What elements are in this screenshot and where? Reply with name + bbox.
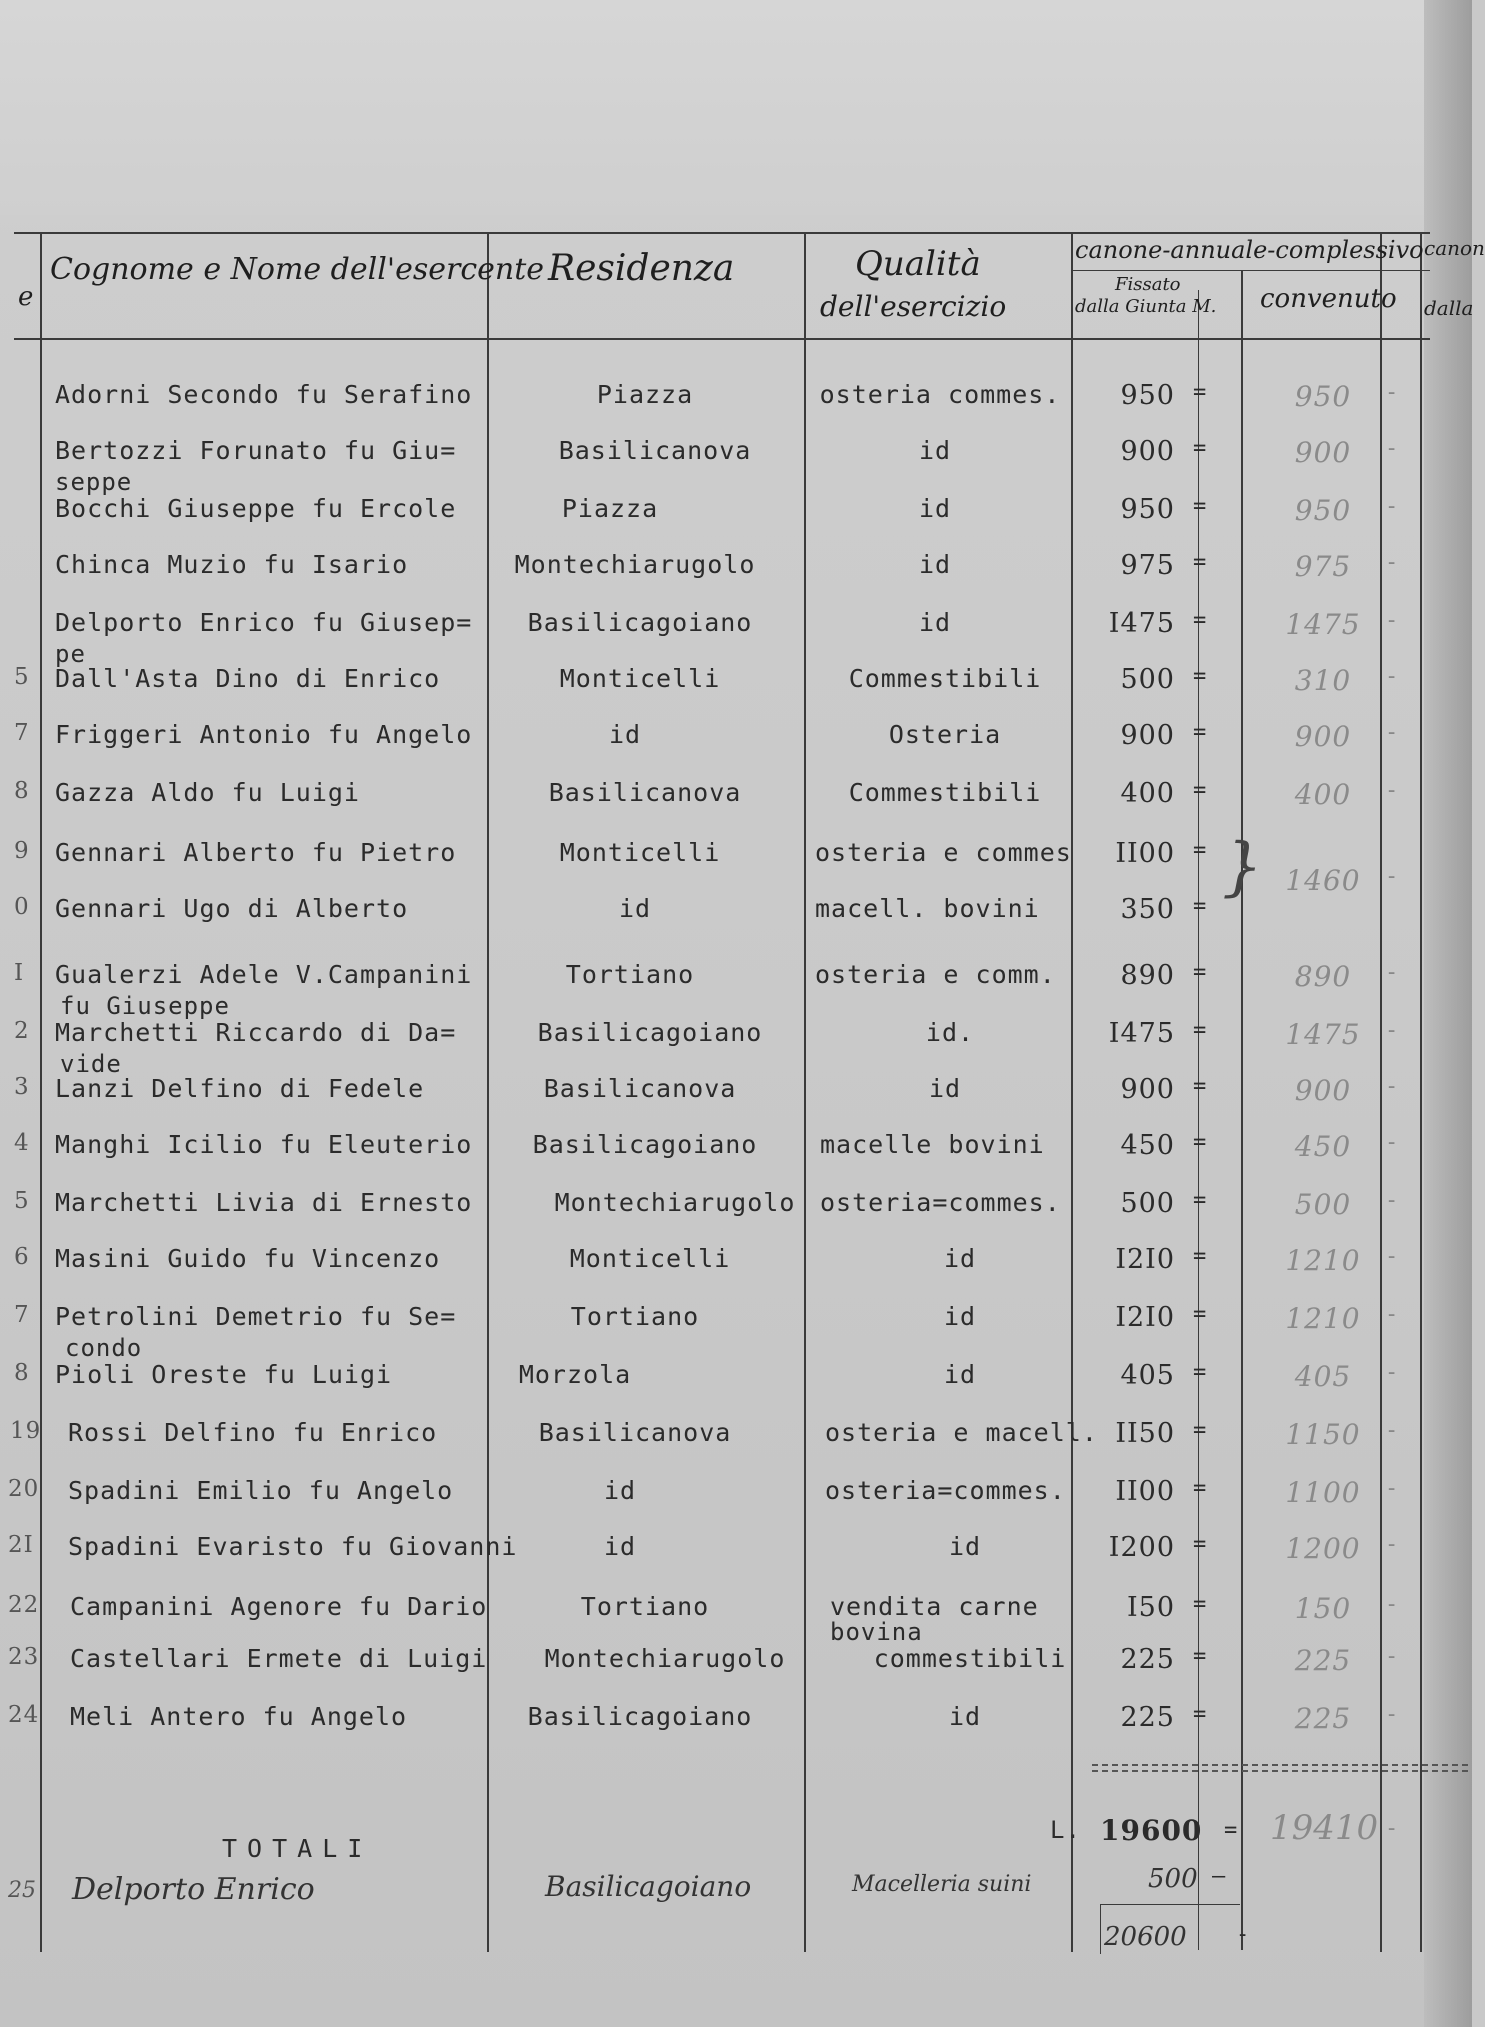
fixed-amount: II00 (1115, 838, 1175, 869)
equals-mark: = (1193, 1018, 1208, 1043)
esercente-name: Castellari Ermete di Luigi (70, 1644, 488, 1673)
name-continuation: pe (55, 640, 86, 668)
row-number: 23 (8, 1644, 40, 1670)
residence: Monticelli (559, 664, 721, 693)
table-row (0, 1244, 1472, 1300)
agreed-amount: 1210 (1285, 1244, 1361, 1277)
dash-mark: - (1385, 1130, 1400, 1155)
agreed-amount: 1475 (1285, 608, 1361, 641)
fixed-amount: 405 (1120, 1360, 1175, 1391)
esercente-name: Petrolini Demetrio fu Se= (55, 1302, 457, 1331)
canone-subheader-rule (1073, 270, 1430, 271)
residence: Montechiarugolo (554, 1188, 796, 1217)
agreed-amount: 405 (1294, 1360, 1352, 1393)
esercente-name: Marchetti Riccardo di Da= (55, 1018, 457, 1047)
quality: osteria e comm. (815, 960, 1056, 989)
residence: Monticelli (559, 838, 721, 867)
dash-mark: - (1385, 778, 1400, 803)
row-number: 9 (14, 838, 30, 864)
row-number: 2I (8, 1532, 34, 1558)
equals-mark: = (1193, 1130, 1208, 1155)
table-row (0, 1188, 1472, 1244)
agreed-amount: 975 (1294, 550, 1352, 583)
residence: Tortiano (565, 960, 695, 989)
agreed-amount: 225 (1294, 1702, 1352, 1735)
quality: Commestibili (848, 664, 1042, 693)
residence-header: Residenza (548, 248, 735, 289)
quality: Commestibili (848, 778, 1042, 807)
name-continuation: fu Giuseppe (60, 992, 230, 1020)
residence: id (608, 720, 642, 749)
quality: id (943, 1302, 977, 1331)
residence: Tortiano (580, 1592, 710, 1621)
esercente-name: Meli Antero fu Angelo (70, 1702, 408, 1731)
equals-mark: = (1224, 1818, 1239, 1843)
residence: Basilicagoiano (532, 1130, 758, 1159)
fixed-amount: 950 (1120, 380, 1175, 411)
fixed-amount: 500 (1120, 664, 1175, 695)
equals-mark: = (1193, 380, 1208, 405)
row-number: 8 (14, 778, 30, 804)
row-number: 5 (14, 1188, 30, 1214)
equals-mark: = (1193, 1302, 1208, 1327)
fixed-amount: 900 (1120, 720, 1175, 751)
dash-mark: - (1385, 550, 1400, 575)
quality: macelle bovini (820, 1130, 1045, 1159)
name-continuation: condo (65, 1334, 143, 1362)
handwritten-amount: 500 (1148, 1864, 1198, 1894)
fixed-amount: I200 (1108, 1532, 1175, 1563)
row-number: 2 (14, 1018, 30, 1044)
equals-mark: = (1193, 1532, 1208, 1557)
equals-mark: = (1193, 1476, 1208, 1501)
table-row (0, 1418, 1472, 1474)
brace-mark: } (1222, 830, 1263, 904)
dash-mark: - (1385, 380, 1400, 405)
quality-header-line1: Qualità (855, 244, 981, 284)
fixed-amount: 400 (1120, 778, 1175, 809)
esercente-name: Lanzi Delfino di Fedele (55, 1074, 425, 1103)
residence: Piazza (561, 494, 659, 523)
table-row (0, 550, 1472, 606)
dash-mark: - (1385, 1188, 1400, 1213)
quality: id (928, 1074, 962, 1103)
esercente-name: Gazza Aldo fu Luigi (55, 778, 360, 807)
row-number: 5 (14, 664, 30, 690)
table-row (0, 1360, 1472, 1416)
agreed-amount: 450 (1294, 1130, 1352, 1163)
name-continuation: seppe (55, 468, 133, 496)
equals-mark: = (1193, 494, 1208, 519)
table-row (0, 1592, 1472, 1648)
equals-mark: = (1193, 1360, 1208, 1385)
dash-mark: - (1385, 960, 1400, 985)
fissato-header-line1: Fissato (1115, 274, 1181, 295)
esercente-name: Spadini Emilio fu Angelo (68, 1476, 454, 1505)
agreed-amount: 400 (1294, 778, 1352, 811)
totals-rule (1092, 1764, 1468, 1766)
agreed-amount: 950 (1294, 494, 1352, 527)
esercente-name: Gualerzi Adele V.Campanini (55, 960, 473, 989)
num-header-fragment: e (18, 282, 34, 312)
dash-mark: - (1385, 1074, 1400, 1099)
dash-mark: - (1385, 1592, 1400, 1617)
equals-mark: = (1193, 1074, 1208, 1099)
table-row (0, 436, 1472, 496)
header-bottom-rule (14, 338, 1430, 340)
quality: osteria=commes. (820, 1188, 1061, 1217)
agreed-amount: 500 (1294, 1188, 1352, 1221)
fixed-amount: I2I0 (1115, 1302, 1175, 1333)
dash-mark: - (1385, 1418, 1400, 1443)
total-agreed: 19410 (1270, 1808, 1379, 1848)
table-top-rule (14, 232, 1430, 234)
table-row (0, 778, 1472, 834)
equals-mark: = (1193, 1644, 1208, 1669)
table-row (0, 608, 1472, 668)
quality: osteria e macell. (825, 1418, 1098, 1447)
residence: id (603, 1476, 637, 1505)
dash-mark: - (1385, 1302, 1400, 1327)
esercente-name: Dall'Asta Dino di Enrico (55, 664, 441, 693)
dash-mark: - (1236, 1922, 1251, 1947)
residence: Basilicanova (538, 1418, 732, 1447)
residence: Basilicanova (543, 1074, 737, 1103)
agreed-amount: 1100 (1285, 1476, 1361, 1509)
residence: Monticelli (569, 1244, 731, 1273)
quality: commestibili (873, 1644, 1067, 1673)
fixed-amount: I2I0 (1115, 1244, 1175, 1275)
fixed-amount: II50 (1115, 1418, 1175, 1449)
esercente-name: Adorni Secondo fu Serafino (55, 380, 473, 409)
residence: Montechiarugolo (514, 550, 756, 579)
convenuto-header: convenuto (1260, 284, 1397, 314)
name-header: Cognome e Nome dell'esercente (50, 252, 545, 287)
row-number: 3 (14, 1074, 30, 1100)
quality: id (943, 1360, 977, 1389)
dash-mark: - (1385, 1244, 1400, 1269)
agreed-amount: 1150 (1285, 1418, 1361, 1451)
dash-mark: - (1385, 1702, 1400, 1727)
residence: Tortiano (570, 1302, 700, 1331)
residence: Basilicagoiano (537, 1018, 763, 1047)
agreed-amount: 225 (1294, 1644, 1352, 1677)
equals-mark: = (1193, 1244, 1208, 1269)
residence: Basilicagoiano (527, 608, 753, 637)
dash-mark: — (1212, 1864, 1227, 1889)
page-top-margin (0, 0, 1472, 215)
quality-continuation: bovina (830, 1618, 923, 1646)
agreed-amount: 1475 (1285, 1018, 1361, 1051)
fixed-amount: I475 (1108, 1018, 1175, 1049)
equals-mark: = (1193, 1418, 1208, 1443)
agreed-amount: 310 (1294, 664, 1352, 697)
esercente-name: Friggeri Antonio fu Angelo (55, 720, 473, 749)
next-canone-header: canon (1424, 236, 1485, 260)
totals-rule (1092, 1770, 1468, 1772)
row-number: 24 (8, 1702, 40, 1728)
equals-mark: = (1193, 838, 1208, 863)
canone-header: canone-annuale-complessivo (1075, 236, 1424, 264)
table-row (0, 1644, 1472, 1700)
table-row (0, 1476, 1472, 1532)
esercente-name: Masini Guido fu Vincenzo (55, 1244, 441, 1273)
esercente-name: Pioli Oreste fu Luigi (55, 1360, 393, 1389)
fixed-amount: 500 (1120, 1188, 1175, 1219)
quality: id (948, 1702, 982, 1731)
row-number: 25 (8, 1878, 36, 1903)
esercente-name: Rossi Delfino fu Enrico (68, 1418, 438, 1447)
equals-mark: = (1193, 778, 1208, 803)
agreed-amount: 1210 (1285, 1302, 1361, 1335)
esercente-name: Gennari Ugo di Alberto (55, 894, 409, 923)
equals-mark: = (1193, 960, 1208, 985)
esercente-name: Spadini Evaristo fu Giovanni (68, 1532, 518, 1561)
esercente-name: Chinca Muzio fu Isario (55, 550, 409, 579)
handwritten-quality: Macelleria suini (852, 1872, 1032, 1897)
equals-mark: = (1193, 894, 1208, 919)
table-row (0, 1074, 1472, 1130)
next-fissato-header: dalla (1424, 296, 1474, 320)
table-row (0, 1702, 1472, 1758)
quality: macell. bovini (815, 894, 1040, 923)
table-row (0, 664, 1472, 720)
fixed-amount: 225 (1120, 1702, 1175, 1733)
row-number: 20 (8, 1476, 40, 1502)
residence: Piazza (596, 380, 694, 409)
quality: id (918, 608, 952, 637)
esercente-name: Gennari Alberto fu Pietro (55, 838, 457, 867)
residence: Basilicagoiano (527, 1702, 753, 1731)
table-row (0, 494, 1472, 550)
dash-mark: - (1385, 664, 1400, 689)
row-number: 6 (14, 1244, 30, 1270)
quality: osteria=commes. (825, 1476, 1066, 1505)
currency-label: L. (1050, 1816, 1081, 1844)
fissato-header-line2: dalla Giunta M. (1075, 296, 1217, 317)
row-number: 19 (10, 1418, 42, 1444)
row-number: 7 (14, 720, 30, 746)
row-number: 4 (14, 1130, 30, 1156)
table-row (0, 960, 1472, 1020)
total-fixed: 19600 (1100, 1814, 1203, 1847)
fixed-amount: I50 (1126, 1592, 1175, 1623)
residence: id (618, 894, 652, 923)
row-number: 7 (14, 1302, 30, 1328)
dash-mark: - (1385, 1532, 1400, 1557)
agreed-amount: 900 (1294, 720, 1352, 753)
agreed-amount: 950 (1294, 380, 1352, 413)
equals-mark: = (1193, 1702, 1208, 1727)
row-number: 0 (14, 894, 30, 920)
row-number: 8 (14, 1360, 30, 1386)
handwritten-name: Delporto Enrico (72, 1872, 315, 1907)
esercente-name: Manghi Icilio fu Eleuterio (55, 1130, 473, 1159)
fixed-amount: 975 (1120, 550, 1175, 581)
equals-mark: = (1193, 550, 1208, 575)
agreed-amount: 890 (1294, 960, 1352, 993)
totals-label: TOTALI (222, 1834, 373, 1863)
dash-mark: - (1385, 608, 1400, 633)
esercente-name: Bocchi Giuseppe fu Ercole (55, 494, 457, 523)
fixed-amount: 890 (1120, 960, 1175, 991)
dash-mark: - (1385, 436, 1400, 461)
equals-mark: = (1193, 1592, 1208, 1617)
dash-mark: - (1385, 1476, 1400, 1501)
residence: Basilicanova (548, 778, 742, 807)
handwritten-residence: Basilicagoiano (545, 1870, 752, 1903)
dash-mark: - (1385, 720, 1400, 745)
quality: osteria e commes (815, 838, 1072, 867)
equals-mark: = (1193, 720, 1208, 745)
equals-mark: = (1193, 664, 1208, 689)
residence: Basilicanova (558, 436, 752, 465)
table-row (0, 1532, 1472, 1588)
fixed-amount: II00 (1115, 1476, 1175, 1507)
residence: Morzola (518, 1360, 632, 1389)
grand-total-box-left (1100, 1904, 1101, 1954)
esercente-name: Marchetti Livia di Ernesto (55, 1188, 473, 1217)
table-row (0, 1130, 1472, 1186)
esercente-name: Campanini Agenore fu Dario (70, 1592, 488, 1621)
esercente-name: Bertozzi Forunato fu Giu= (55, 436, 457, 465)
equals-mark: = (1193, 608, 1208, 633)
row-number: I (14, 960, 25, 986)
agreed-amount: 150 (1294, 1592, 1352, 1625)
table-row (0, 1302, 1472, 1362)
grand-total: 20600 (1104, 1922, 1187, 1952)
table-row (0, 1018, 1472, 1078)
name-continuation: vide (60, 1050, 122, 1078)
dash-mark: - (1385, 1018, 1400, 1043)
residence: Montechiarugolo (544, 1644, 786, 1673)
dash-mark: - (1385, 1816, 1400, 1841)
fixed-amount: 225 (1120, 1644, 1175, 1675)
dash-mark: - (1385, 864, 1400, 889)
quality: id (918, 494, 952, 523)
table-row (0, 380, 1472, 436)
grand-total-rule (1100, 1904, 1240, 1905)
fixed-amount: I475 (1108, 608, 1175, 639)
table-row (0, 720, 1472, 776)
dash-mark: - (1385, 1360, 1400, 1385)
quality: Osteria (888, 720, 1002, 749)
fixed-amount: 900 (1120, 436, 1175, 467)
dash-mark: - (1385, 494, 1400, 519)
quality: id. (925, 1018, 975, 1047)
quality: id (948, 1532, 982, 1561)
quality: id (918, 436, 952, 465)
quality: id (918, 550, 952, 579)
quality-header-line2: dell'esercizio (820, 290, 1007, 323)
agreed-amount: 900 (1294, 1074, 1352, 1107)
esercente-name: Delporto Enrico fu Giusep= (55, 608, 473, 637)
agreed-amount: 900 (1294, 436, 1352, 469)
fixed-amount: 350 (1120, 894, 1175, 925)
dash-mark: - (1385, 1644, 1400, 1669)
agreed-amount: 1200 (1285, 1532, 1361, 1565)
quality: id (943, 1244, 977, 1273)
quality: osteria commes. (819, 380, 1061, 409)
equals-mark: = (1193, 1188, 1208, 1213)
quality: vendita carne (830, 1592, 1039, 1621)
fixed-amount: 450 (1120, 1130, 1175, 1161)
row-number: 22 (8, 1592, 40, 1618)
agreed-amount-combined: 1460 (1285, 864, 1361, 897)
residence: id (603, 1532, 637, 1561)
fixed-amount: 950 (1120, 494, 1175, 525)
fixed-amount: 900 (1120, 1074, 1175, 1105)
equals-mark: = (1193, 436, 1208, 461)
